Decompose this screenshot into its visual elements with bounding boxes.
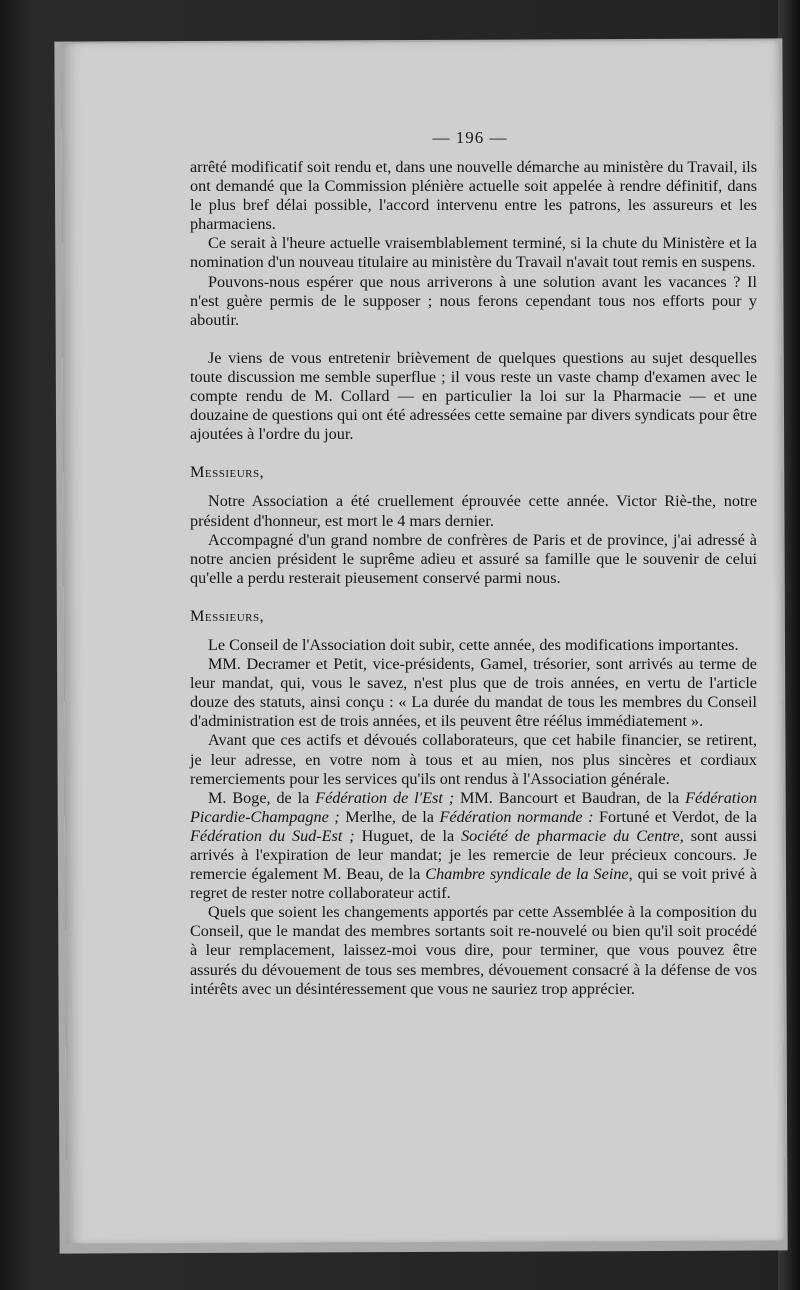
- paragraph: Notre Association a été cruellement éprouvée cette année. Victor Riè-the, notre président d'honneur, est mort le 4 mars dernier.: [190, 492, 757, 530]
- paragraph: arrêté modificatif soit rendu et, dans une nouvelle démarche au ministère du Travail, ils ont demandé que la Commission plénière actuelle soit appelée à rendre définitif, dans le plus bref délai possible, l'accord intervenu entre les patrons, les assureurs et les pharmaciens.: [190, 158, 757, 234]
- italic-run: Fédération du Sud-Est ;: [190, 826, 355, 845]
- paragraph: Accompagné d'un grand nombre de confrères de Paris et de province, j'ai adressé à notre ancien président le suprême adieu et assuré sa famille que le souvenir de celui qu'elle a perdu resterait pieusement conservé parmi nous.: [190, 530, 757, 587]
- italic-run: Chambre syndicale de la Seine: [425, 865, 629, 884]
- paragraph: Quels que soient les changements apportés par cette Assemblée à la composition du Conseil, que le mandat des membres sortants soit re-nouvelé ou bien qu'il soit procédé à leur remplacement, laissez-moi vous dire, pour terminer, que vous pouvez être assurés du dévouement de tous ses membres, dévouement consacré à la défense de vos intérêts avec un désintéressement que vous ne sauriez trop apprécier.: [190, 903, 757, 998]
- paragraph-federations: [190, 789, 757, 904]
- body-text: [190, 158, 757, 999]
- paragraph: Ce serait à l'heure actuelle vraisemblablement terminé, si la chute du Ministère et la nomination d'un nouveau titulaire au ministère du Travail n'avait tout remis en suspens.: [190, 234, 757, 272]
- paragraph: Je viens de vous entretenir brièvement de quelques questions au sujet desquelles toute discussion me semble superflue ; il vous reste un vaste champ d'examen avec le compte rendu de M. Collard — en particulier la loi sur la Pharmacie — et une douzaine de questions qui ont été adressées cette semaine par divers syndicats pour être ajoutées à l'ordre du jour.: [190, 348, 757, 444]
- text-run: M. Boge, de la: [208, 788, 316, 807]
- page-number: — 196 —: [432, 128, 508, 147]
- paragraph: Le Conseil de l'Association doit subir, cette année, des modifications importantes.: [208, 635, 739, 654]
- salutation: Messieurs,: [190, 606, 265, 625]
- salutation: Messieurs,: [190, 463, 265, 482]
- paragraph: Avant que ces actifs et dévoués collaborateurs, que cet habile financier, se retirent, je leur adresse, en votre nom à tous et au mien, nos plus sincères et cordiaux remerciements pour les services qu'ils ont rendus à l'Association générale.: [190, 731, 757, 788]
- italic-run: Société de pharmacie du Centre: [461, 826, 680, 845]
- text-run: , sont aussi arrivés à l'expiration de leur mandat; je les remercie de leur précieux concours. Je remercie également M. Beau, de la: [190, 826, 757, 884]
- paragraph: MM. Decramer et Petit, vice-présidents, Gamel, trésorier, sont arrivés au terme de leur mandat, qui, vous le savez, n'est plus que de trois années, en vertu de l'article douze des statuts, ainsi conçu : « La durée du mandat de tous les membres du Conseil d'administration est de trois années, et ils peuvent être réélus immédiatement ».: [190, 655, 757, 731]
- paragraph: Pouvons-nous espérer que nous arriverons à une solution avant les vacances ? Il n'est guère permis de le supposer ; nous ferons cependant tous nos efforts pour y aboutir.: [190, 272, 757, 329]
- italic-run: Fédération Picardie-Champagne ;: [190, 788, 757, 826]
- text-run: Merlhe, de la: [339, 807, 440, 826]
- text-run: MM. Bancourt et Baudran, de la: [454, 788, 686, 807]
- text-run: Huguet, de la: [354, 826, 462, 845]
- italic-run: Fédération de l'Est ;: [315, 788, 455, 807]
- italic-run: Fédération normande :: [439, 807, 594, 826]
- text-run: , qui se voit privé à regret de rester notre collaborateur actif.: [190, 865, 757, 903]
- text-run: Fortuné et Verdot, de la: [593, 807, 757, 826]
